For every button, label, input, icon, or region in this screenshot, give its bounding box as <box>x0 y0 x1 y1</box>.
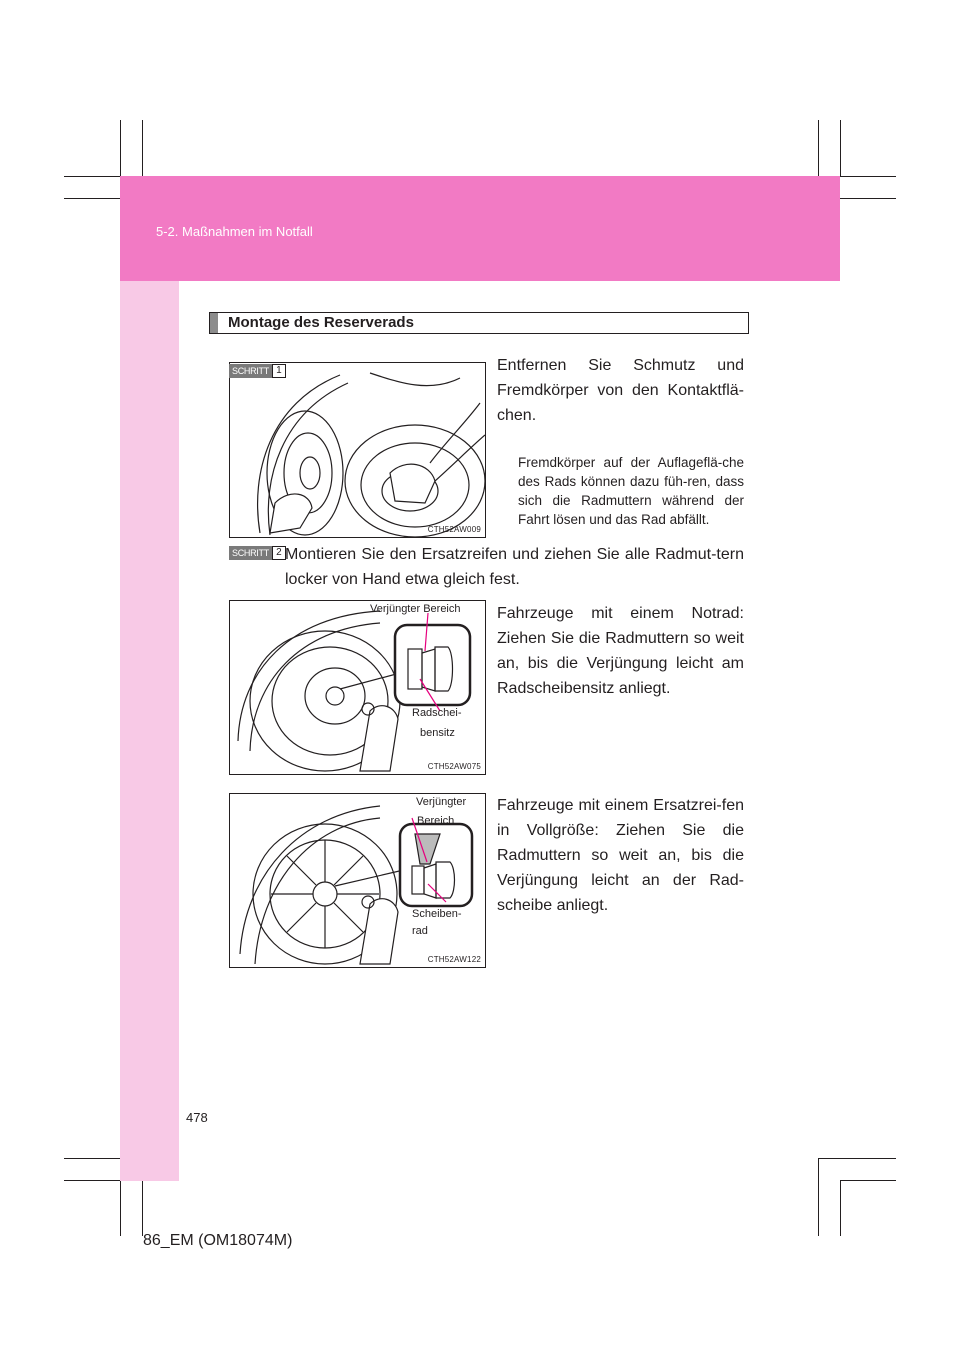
wheel-cleaning-illustration <box>230 363 486 538</box>
crop-mark <box>840 120 841 176</box>
crop-mark <box>840 176 896 177</box>
chapter-header <box>120 176 840 281</box>
section-title <box>209 312 749 334</box>
full-size-wheel-text: Fahrzeuge mit einem Ersatzrei-fen in Vollgröße: Ziehen Sie die Radmuttern so weit an, bis die Verjüngung leicht an der Rad-scheibe anliegt. <box>497 797 744 914</box>
crop-mark <box>818 1158 819 1236</box>
temporary-spare-illustration <box>230 601 486 775</box>
crop-mark <box>120 1180 121 1236</box>
step1-note: Fremdkörper auf der Auflageflä-che des Rads können dazu füh-ren, dass sich die Radmuttern während der Fahrt lösen und das Rad abfällt. <box>518 455 744 527</box>
crop-mark <box>840 1180 896 1181</box>
callout-wheel-disc-2: rad <box>412 925 428 937</box>
figure-full-size-wheel <box>229 793 486 968</box>
spare-wheel-text: Fahrzeuge mit einem Notrad: Ziehen Sie die Radmuttern so weit an, bis die Verjüngung leicht am Radscheibensitz anliegt. <box>497 605 744 697</box>
step1-instruction: Entfernen Sie Schmutz und Fremdkörper von den Kontaktflä-chen. <box>497 357 744 424</box>
callout-tapered-area: Bereich <box>417 815 455 827</box>
step-badge-2 <box>229 546 286 560</box>
crop-mark <box>64 1180 120 1181</box>
callout-wheel-disc-1: Scheiben- <box>412 908 462 920</box>
section-title-text: Montage des Reserverads <box>228 314 414 331</box>
crop-mark <box>818 1158 896 1159</box>
breadcrumb: 5-2. Maßnahmen im Notfall <box>156 224 313 239</box>
figure-code: CTH52AW009 <box>427 525 481 534</box>
figure-spare-wheel <box>229 600 486 775</box>
figure-code: CTH52AW075 <box>427 762 481 771</box>
figure-step1 <box>229 362 486 538</box>
section-title-bar <box>210 313 218 333</box>
step-badge-1 <box>229 364 286 378</box>
figure-code: CTH52AW122 <box>427 955 481 964</box>
chapter-sidebar <box>120 281 179 1181</box>
callout-wheel-seat-2: bensitz <box>420 727 455 739</box>
step2-instruction: Montieren Sie den Ersatzreifen und ziehen Sie alle Radmut-tern locker von Hand etwa gleich fest. <box>285 546 744 588</box>
crop-mark <box>64 176 120 177</box>
step-number: 2 <box>272 546 286 560</box>
callout-tapered-area: Verjüngter <box>416 796 467 808</box>
step-tag: SCHRITT <box>229 364 272 378</box>
crop-mark <box>120 120 121 176</box>
callout-wheel-seat-1: Radschei- <box>412 707 462 719</box>
page-number: 478 <box>186 1110 208 1125</box>
crop-mark <box>840 1180 841 1236</box>
step-number: 1 <box>272 364 286 378</box>
step-tag: SCHRITT <box>229 546 272 560</box>
callout-tapered-area: Verjüngter Bereich <box>370 603 461 615</box>
manual-code: 86_EM (OM18074M) <box>143 1232 293 1249</box>
